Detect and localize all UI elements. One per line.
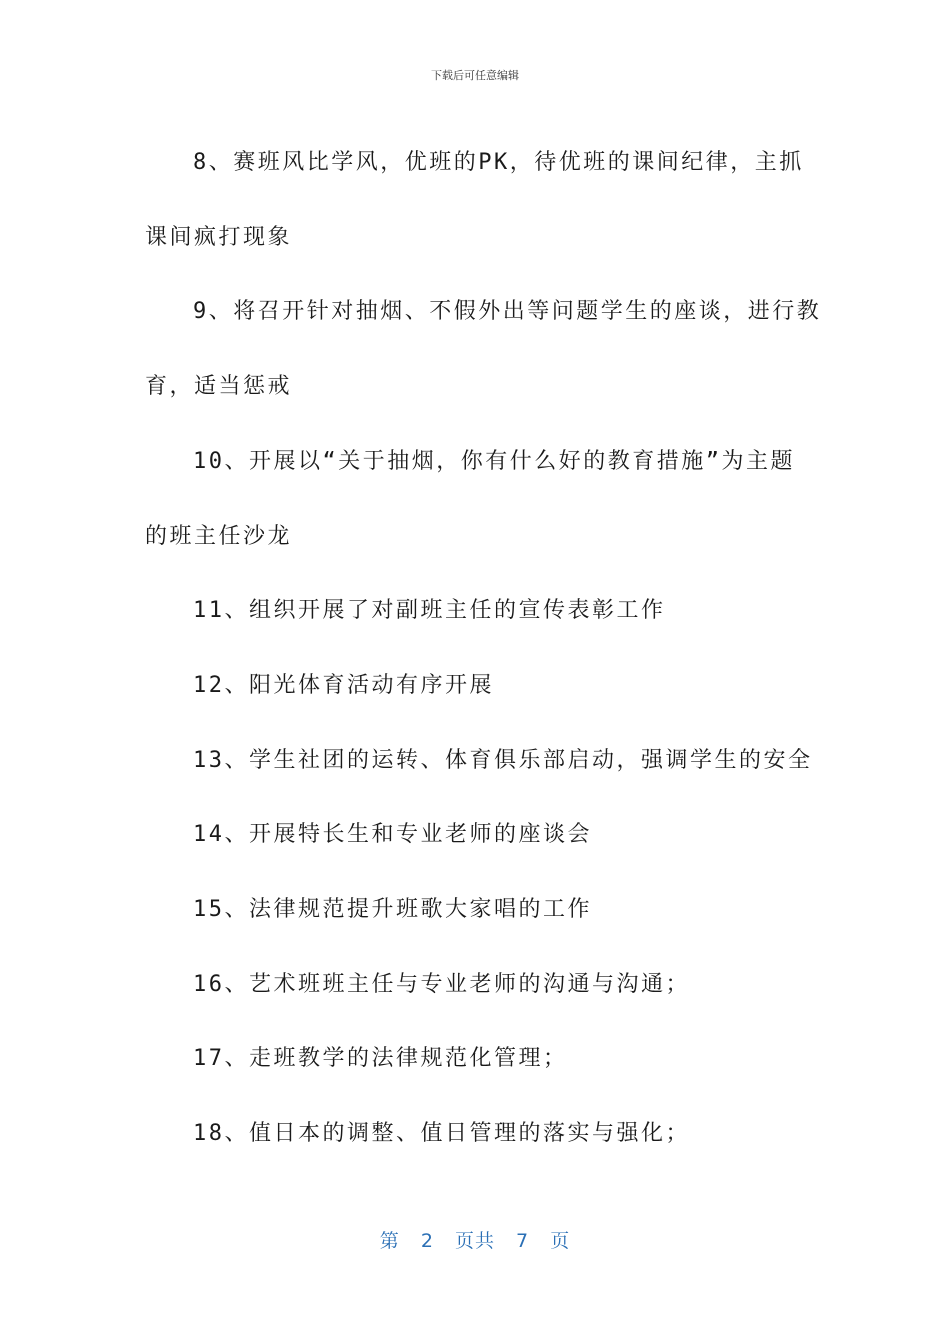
list-item [145, 724, 813, 799]
list-item-line: 16、艺术班班主任与专业老师的沟通与沟通； [193, 971, 690, 997]
list-item [145, 649, 810, 724]
footer-middle: 页共 [454, 1230, 495, 1252]
list-item-line: 11、组织开展了对副班主任的宣传表彰工作 [193, 598, 666, 624]
footer-prefix: 第 [379, 1230, 400, 1252]
list-item-line: 14、开展特长生和专业老师的座谈会 [193, 822, 592, 848]
list-item-line: 8、赛班风比学风，优班的PK，待优班的课间纪律，主抓 [193, 150, 804, 175]
footer-page-number: 2 [420, 1230, 434, 1252]
list-item-line: 18、值日本的调整、值日管理的落实与强化； [193, 1121, 690, 1147]
list-item [145, 1097, 810, 1172]
list-item-line: 10、开展以“关于抽烟，你有什么好的教育措施”为主题 [193, 448, 795, 474]
footer-total-pages: 7 [516, 1230, 530, 1252]
list-item [145, 873, 810, 948]
list-item-line: 的班主任沙龙 [145, 523, 293, 549]
list-item-line: 12、阳光体育活动有序开展 [193, 672, 494, 698]
list-item-line: 课间疯打现象 [145, 224, 293, 250]
list-item [145, 275, 822, 424]
list-item [145, 948, 810, 1023]
list-item-line: 17、走班教学的法律规范化管理； [193, 1046, 568, 1072]
document-body [145, 126, 822, 1172]
list-item [145, 574, 810, 649]
list-item [145, 798, 810, 873]
footer-suffix: 页 [550, 1230, 571, 1252]
list-item [145, 126, 810, 275]
page-footer [0, 1226, 950, 1253]
list-item [145, 425, 810, 574]
page-header: 下载后可任意编辑 [431, 69, 519, 82]
list-item-line: 15、法律规范提升班歌大家唱的工作 [193, 897, 592, 923]
list-item [145, 1022, 810, 1097]
list-item-line: 9、将召开针对抽烟、不假外出等问题学生的座谈，进行教 [193, 299, 822, 325]
list-item-line: 13、学生社团的运转、体育俱乐部启动，强调学生的安全 [193, 747, 813, 773]
list-item-line: 育，适当惩戒 [145, 374, 293, 400]
